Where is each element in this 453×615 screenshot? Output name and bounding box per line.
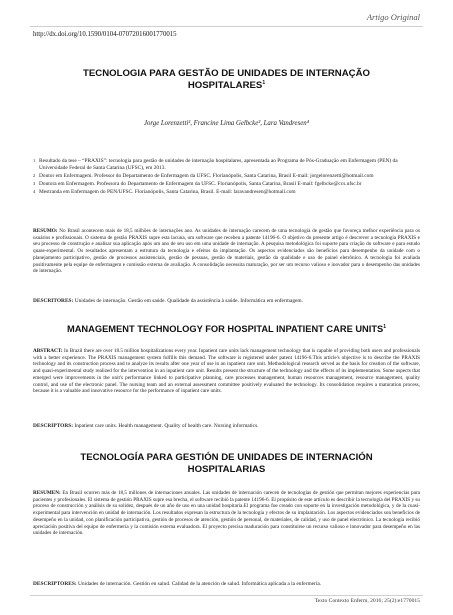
footnotes [33,158,420,197]
author-list: Jorge Lorenzetti², Francine Lima Gelbcke³, Lara Vandresen⁴ [143,120,309,127]
keywords-portuguese [33,298,420,305]
footnote-2 [33,173,420,180]
title-portuguese-text: TECNOLOGIA PARA GESTÃO DE UNIDADES DE INTERNAÇÃO HOSPITALARES [83,68,370,91]
abstract-english [33,348,420,395]
abstract-label: RESUMEN: [33,490,61,496]
footnote-text: Mestranda em Enfermagem do PEN/UFSC. Florianópolis, Santa Catarina, Brasil. E-mail: laravandresen@hotmail.com [39,189,296,195]
keywords-text: Unidades de internación. Gestión en salud. Calidad de la atención de salud. Informática aplicada a la enfermería. [78,581,322,587]
header-divider [30,26,423,27]
title-portuguese [48,68,405,92]
footnote-1 [33,158,420,172]
title-spanish: TECNOLOGÍA PARA GESTIÓN DE UNIDADES DE INTERNACIÓN HOSPITALARIAS [80,452,373,475]
abstract-label: ABSTRACT: [33,348,63,354]
footnote-text: Resultado da tese – “PRAXIS”: tecnologia para gestão de unidades de internação hospitalares, apresentada ao Programa de Pós-Graduação em Enfermagem (PEN) da Universidade Federal de Santa Catarina (UFSC), em 2013. [39,158,398,171]
keywords-english [33,423,420,430]
footnote-text: Doutor em Enfermagem. Professor do Departamento de Enfermagem da UFSC. Florianópolis, Santa Catarina, Brasil E-mail: jorgelorenzetti@hotmail.com [39,173,374,179]
keywords-spanish [33,581,420,588]
title-footnote-marker: 1 [383,323,387,330]
footnote-text: Doutora em Enfermagem. Professora do Departamento de Enfermagem da UFSC. Florianópolis, Santa Catarina, Brasil E-mail: fgelbcke@ccs.ufsc.br [39,181,362,187]
abstract-text: In Brazil there are over 18.5 million hospitalizations every year. Inpatient care units lack management technology that is capable of providing both users and professionals with a better experience. The PRAXIS management system fulfills this demand. The software is registered under patent 14196-6.This article's objective is to describe the PRAXIS technology and its construction process and to analyze its results after one year of use in an inpatient care unit. Methodological research served as the basis for creation of the software, and quasi-experimental study realized for the intervention in an inpatient care unit. Results present the structure of the technology and the effects of its implementation. Some aspects that emerged were improvements in the unit's performance linked to participative planning, care processes management, human resources management, resource management, quality control, and use of the electronic panel. The nursing team and an external assessment committee positively evaluated the technology. Its consolidation requires a maturation process, because it is a valuable and innovative resource for the performance of inpatient care units. [33,348,420,395]
keywords-label: DESCRITORES: [33,298,74,304]
keywords-label: DESCRIPTORES: [33,581,77,587]
title-footnote-marker: 1 [262,79,266,86]
abstract-text: En Brasil ocurren más de 18,5 millones de internaciones anuales. Las unidades de internación carecen de tecnologías de gestión que permitan mejores experiencias para pacientes y profesionales. El sistema de gestión PRAXIS supre esa brecha, el software recibió la patente 14196-6. El propósito de este artículo es describir la tecnología del PRAXIS y su proceso de construcción y análisis de su solidez, después de un año de uso en una unidad hospitaria.El programa fue creado con soporte en la investigación metodológica, y de la cuasi-experimental para intervención en unidad de internación. Los resultados expresan la estructura de la tecnología y efectos de su implantación. Los aspectos evidenciados son beneficios de desempeño en la unidad, con planificación participativa, gestión de procesos de atención, gestión de personal, de materiales, de calidad, y uso de panel electrónico. La tecnología recibió apreciación positiva del equipo de enfermería y la comisión externa evaluadora. El proyecto precisa maduración para constituirse un recurso valioso e innovador para desempeño en las unidades de internación. [33,490,420,537]
footnote-number: 3 [33,181,36,186]
abstract-spanish [33,490,420,537]
abstract-label: RESUMO: [33,228,58,234]
footnote-number: 2 [33,173,36,178]
footnote-4 [33,189,420,196]
abstract-text: No Brasil acontecem mais de 18,5 milhões de internações ano. As unidades de internação carecem de uma tecnologia de gestão que favoreça melhor experiência para os usuários e profissionais. O sistema de gestão PRAXIS supre esta lacuna, um software que recebeu a patente 14196-6. O objetivo do presente artigo é descrever a tecnologia PRAXIS e seu processo de construção e analisar sua aplicação após um ano de seu uso em uma unidade de internação. A pesquisa metodológica foi suporte para criação do software e para estudo quase-experimental. Os resultados apresentam a estrutura da tecnologia e efeitos da implantação. Os aspectos evidenciados são benefícios para desempenho da unidade com o planejamento participativo, gestão de processos assistenciais, gestão de pessoas, gestão de materiais, gestão da qualidade e uso de painel eletrônico. A tecnologia foi avaliada positivamente pela equipe de enfermagem e comissão externa de avaliação. A consolidação necessita maturação, por ser um recurso valioso e inovador para o desempenho das unidades de internação. [33,228,420,275]
footnote-number: 1 [33,158,36,163]
footnote-number: 4 [33,189,36,194]
footer-divider [30,595,423,596]
footnote-3 [33,181,420,188]
title-english [48,323,405,335]
keywords-text: Inpatient care units. Health management. Quality of health care. Nursing informatics. [74,423,259,429]
doi-link[interactable]: http://dx.doi.org/10.1590/0104-07072016001770015 [33,31,177,38]
article-type-label: Artigo Original [366,12,420,22]
abstract-portuguese [33,228,420,275]
title-english-text: MANAGEMENT TECHNOLOGY FOR HOSPITAL INPATIENT CARE UNITS [66,324,384,334]
journal-citation: Texto Contexto Enferm, 2016; 25(2):e1770015 [314,598,420,604]
keywords-text: Unidades de internação. Gestão em saúde. Qualidade da assistência à saúde. Informática em enfermagem. [74,298,303,304]
keywords-label: DESCRIPTORS: [33,423,74,429]
